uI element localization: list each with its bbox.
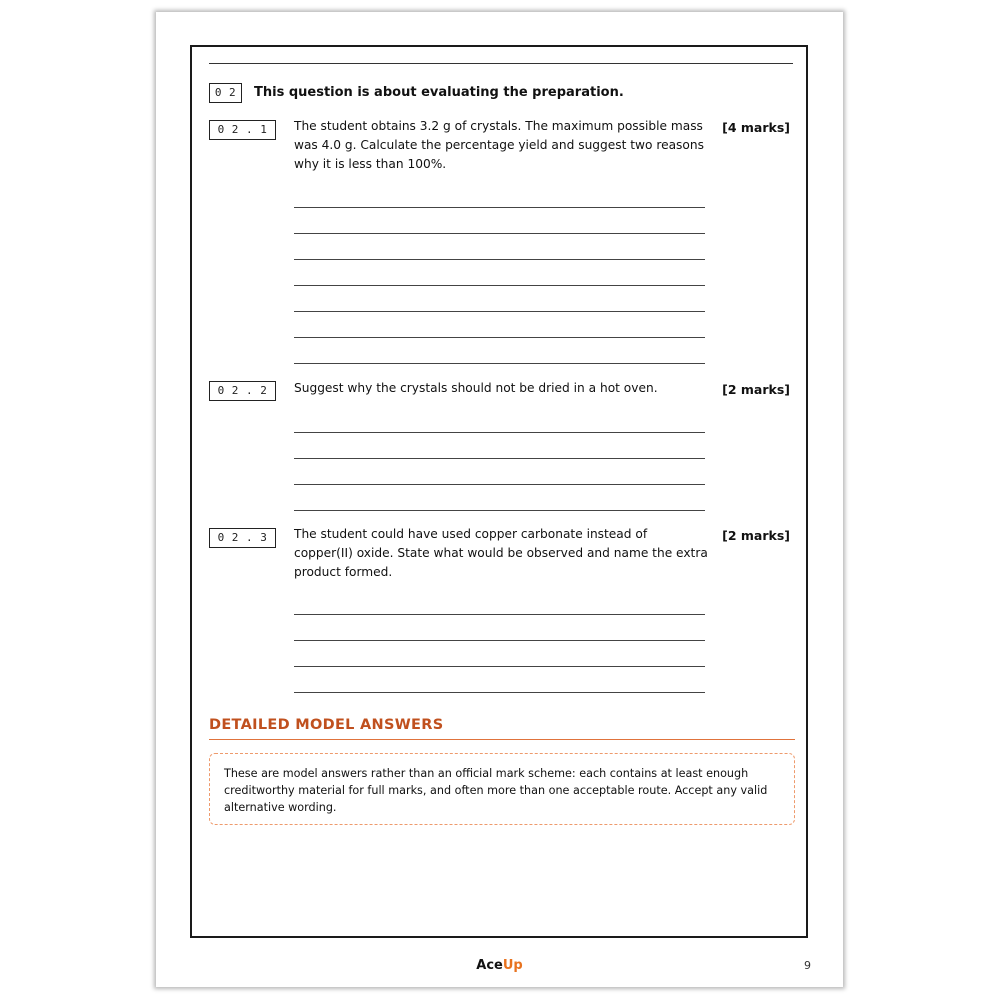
marks-label: [2 marks] [722, 528, 790, 543]
answer-line[interactable] [294, 614, 705, 615]
answer-line[interactable] [294, 640, 705, 641]
brand-logo [156, 958, 843, 973]
question-title: This question is about evaluating the preparation. [254, 85, 624, 100]
exam-page [156, 12, 843, 987]
answer-line[interactable] [294, 285, 705, 286]
answer-line[interactable] [294, 458, 705, 459]
model-answers-note: These are model answers rather than an official mark scheme: each contains at least enough creditworthy material for full marks, and often more than one acceptable route. Accept any valid alternative wording. [209, 753, 795, 825]
top-rule [209, 63, 793, 64]
part-question-text: The student could have used copper carbonate instead of copper(II) oxide. State what would be observed and name the extra product formed. [294, 527, 708, 579]
answer-line[interactable] [294, 363, 705, 364]
part-number-box: 0 2 . 2 [209, 381, 276, 401]
answer-line[interactable] [294, 484, 705, 485]
page-frame [190, 45, 808, 938]
part-number-box: 0 2 . 3 [209, 528, 276, 548]
answer-line[interactable] [294, 233, 705, 234]
answer-line[interactable] [294, 692, 705, 693]
model-answers-heading: DETAILED MODEL ANSWERS [209, 717, 795, 740]
answer-line[interactable] [294, 666, 705, 667]
question-number-box: 0 2 [209, 83, 242, 103]
part-number-box: 0 2 . 1 [209, 120, 276, 140]
answer-line[interactable] [294, 207, 705, 208]
part-question-text: Suggest why the crystals should not be dried in a hot oven. [294, 381, 658, 395]
answer-line[interactable] [294, 337, 705, 338]
answer-line[interactable] [294, 311, 705, 312]
brand-prefix: Ace [476, 958, 503, 973]
marks-label: [2 marks] [722, 382, 790, 397]
answer-line[interactable] [294, 259, 705, 260]
page-number: 9 [804, 959, 811, 972]
brand-suffix: Up [502, 958, 523, 973]
answer-line[interactable] [294, 510, 705, 511]
marks-label: [4 marks] [722, 120, 790, 135]
part-question-text: The student obtains 3.2 g of crystals. The maximum possible mass was 4.0 g. Calculate the percentage yield and suggest two reasons why it is less than 100%. [294, 119, 704, 171]
answer-line[interactable] [294, 432, 705, 433]
